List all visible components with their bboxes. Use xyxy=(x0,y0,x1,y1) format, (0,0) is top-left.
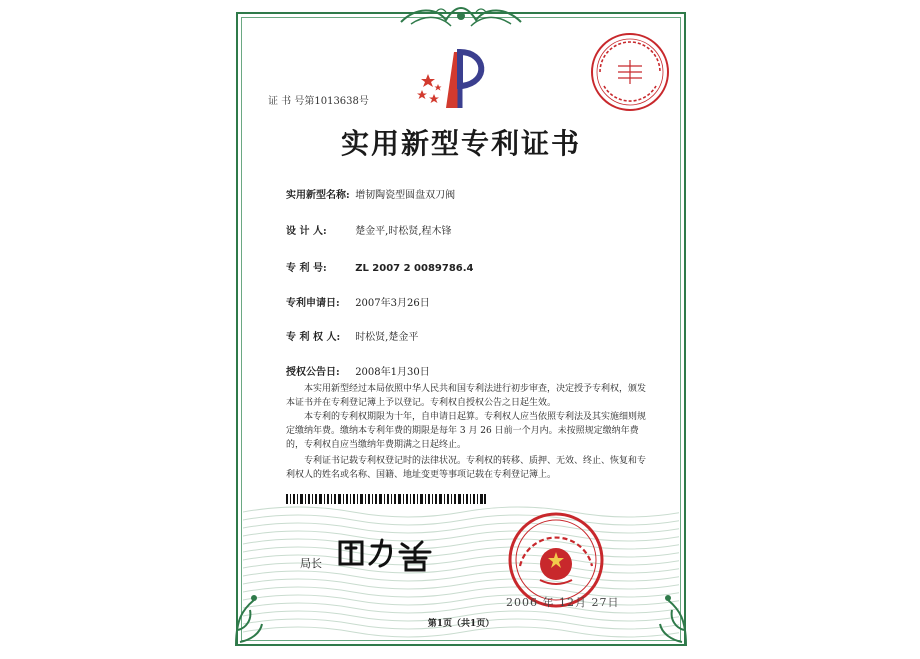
field-grant-date xyxy=(286,363,430,378)
corner-ornament-icon xyxy=(232,580,268,650)
issue-date: 2006 年 12月 27日 xyxy=(506,596,620,609)
field-application-date xyxy=(286,294,430,309)
field-label: 授权公告日: xyxy=(286,367,340,378)
certificate-number: 证 书 号第1013638号 xyxy=(268,96,369,107)
paragraph-term-notice: 本专利的专利权期限为十年，自申请日起算。专利权人应当依照专利法及其实施细则规定缴纳年费。缴纳本专利年费的期限是每年 3 月 26 日前一个月内。未按照规定缴纳年费的，专利权自应当缴纳年费期满之日起终止。 xyxy=(286,412,647,450)
field-value: 楚金平,时松贤,程木锋 xyxy=(355,226,452,237)
field-value: 2007年3月26日 xyxy=(355,298,430,309)
certificate-title: 实用新型专利证书 xyxy=(340,127,581,160)
page-number: 第1页（共1页） xyxy=(427,619,495,629)
field-patentee xyxy=(286,328,418,343)
paragraph-legal-status: 专利证书记载专利权登记时的法律状况。专利权的转移、质押、无效、终止、恢复和专利权人的姓名或名称、国籍、地址变更等事项记载在专利登记簿上。 xyxy=(286,456,647,480)
field-value: 时松贤,楚金平 xyxy=(355,332,419,343)
field-value: ZL 2007 2 0089786.4 xyxy=(355,263,474,274)
field-value: 增韧陶瓷型圆盘双刀阀 xyxy=(355,190,456,201)
field-label: 专 利 号: xyxy=(286,263,327,274)
barcode-icon xyxy=(286,494,486,504)
field-utility-model-name xyxy=(286,186,455,201)
director-signature-icon xyxy=(336,534,456,574)
top-ornament-icon xyxy=(396,2,526,32)
field-value: 2008年1月30日 xyxy=(355,367,430,378)
field-label: 设 计 人: xyxy=(286,226,327,237)
field-designers xyxy=(286,222,452,237)
patent-office-logo-icon xyxy=(414,46,498,112)
field-label: 实用新型名称: xyxy=(286,190,350,201)
corner-ornament-icon xyxy=(654,580,690,650)
registration-seal-icon xyxy=(588,30,672,114)
patent-certificate xyxy=(228,2,694,656)
field-patent-number xyxy=(286,259,474,274)
director-label: 局长 xyxy=(300,557,322,570)
field-label: 专 利 权 人: xyxy=(286,332,341,343)
paragraph-grant-notice: 本实用新型经过本局依照中华人民共和国专利法进行初步审查，决定授予专利权，颁发本证书并在专利登记簿上予以登记。专利权自授权公告之日起生效。 xyxy=(286,384,647,408)
field-label: 专利申请日: xyxy=(286,298,340,309)
